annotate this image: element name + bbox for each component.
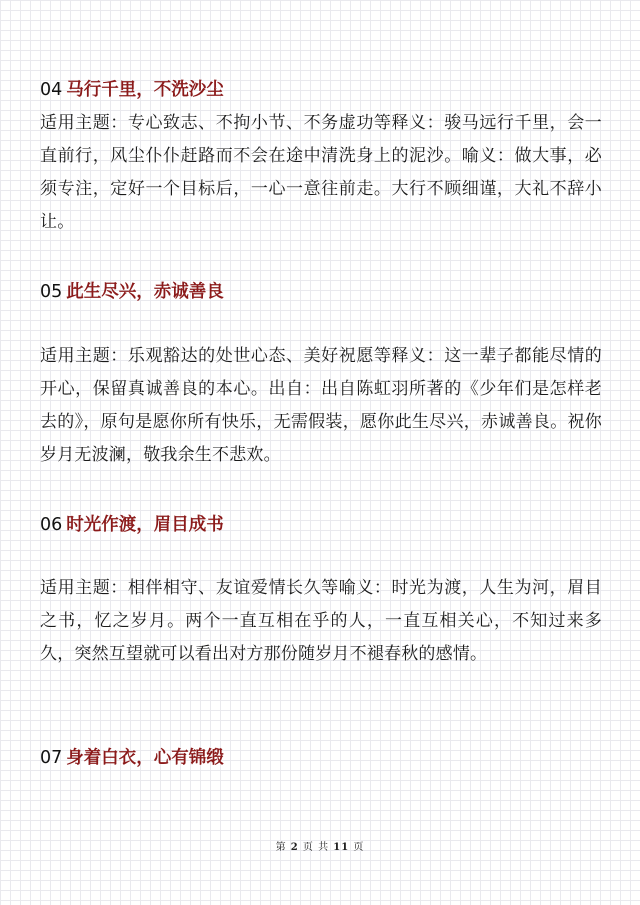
section-heading-06	[40, 513, 224, 537]
section-title: 马行千里，不洗沙尘	[66, 80, 224, 100]
footer-prefix: 第	[275, 842, 287, 853]
section-heading-07	[40, 746, 224, 770]
section-number: 07	[40, 748, 63, 768]
footer-middle: 页 共	[302, 842, 330, 853]
section-heading-05	[40, 280, 224, 304]
footer-suffix: 页	[353, 842, 365, 853]
section-number: 04	[40, 80, 63, 100]
section-number: 05	[40, 282, 63, 302]
section-title: 此生尽兴，赤诚善良	[66, 282, 224, 302]
page-footer	[0, 838, 640, 853]
section-body-04: 适用主题：专心致志、不拘小节、不务虚功等释义：骏马远行千里，会一直前行，风尘仆仆赶路而不会在途中清洗身上的泥沙。喻义：做大事，必须专注，定好一个目标后，一心一意往前走。大行不顾细谨，大礼不辞小让。	[40, 113, 602, 232]
section-heading-04	[40, 78, 224, 102]
section-body-06: 适用主题：相伴相守、友谊爱情长久等喻义：时光为渡，人生为河，眉目之书，忆之岁月。两个一直互相在乎的人，一直互相关心，不知过来多久，突然互望就可以看出对方那份随岁月不褪春秋的感情。	[40, 578, 602, 664]
section-body-05: 适用主题：乐观豁达的处世心态、美好祝愿等释义：这一辈子都能尽情的开心，保留真诚善良的本心。出自：出自陈虹羽所著的《少年们是怎样老去的》，原句是愿你所有快乐，无需假装，愿你此生尽兴，赤诚善良。祝你岁月无波澜，敬我余生不悲欢。	[40, 346, 602, 465]
section-title: 身着白衣，心有锦缎	[66, 748, 224, 768]
section-title: 时光作渡，眉目成书	[66, 515, 224, 535]
section-number: 06	[40, 515, 63, 535]
footer-page-number: 2	[290, 842, 299, 853]
footer-total-pages: 11	[333, 842, 350, 853]
